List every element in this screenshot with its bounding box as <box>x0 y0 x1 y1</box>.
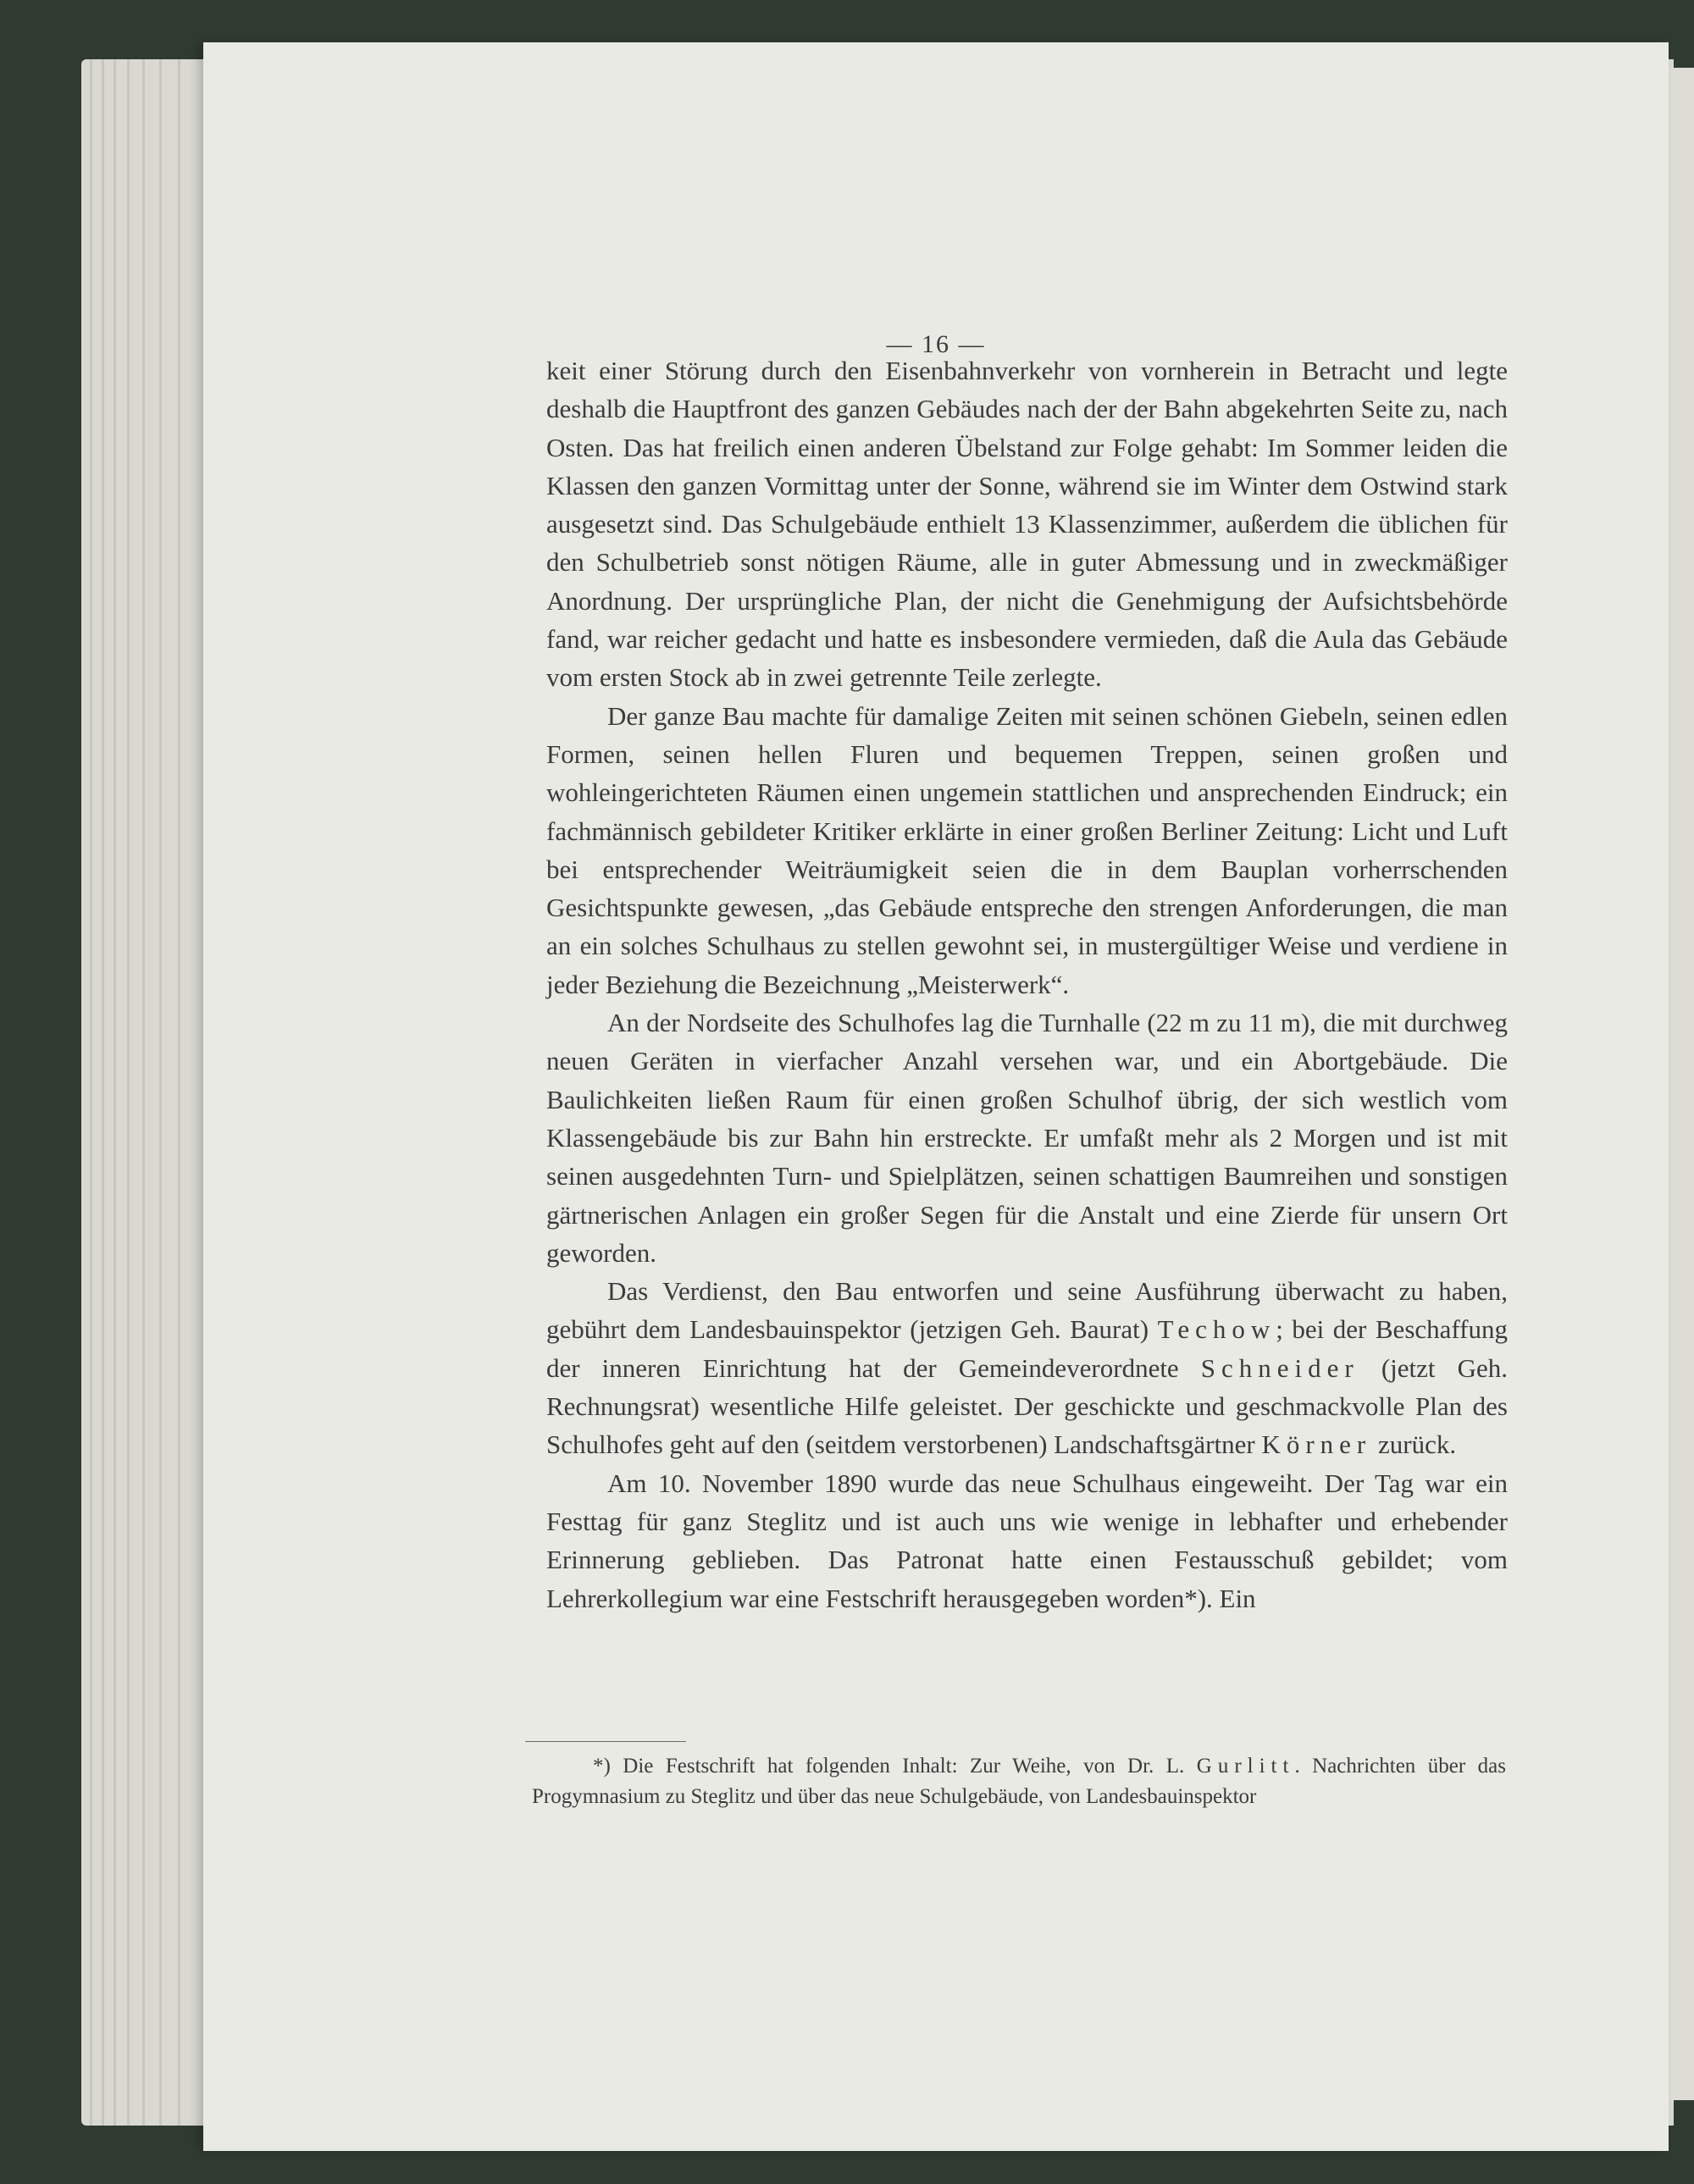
paragraph-4-text: ; bei der Beschaffung der inneren Einrichtung hat der Gemeindeverordnete <box>546 1314 1508 1383</box>
paragraph-1: keit einer Störung durch den Eisenbahnverkehr von vornherein in Betracht und legte deshalb die Hauptfront des ganzen Gebäudes nach der der Bahn abgekehrten Seite zu, nach Osten. Das hat freilich einen anderen Übelstand zur Folge gehabt: Im Sommer leiden die Klassen den ganzen Vormittag unter der Sonne, während sie im Winter dem Ostwind stark ausgesetzt sind. Das Schulgebäude enthielt 13 Klassenzimmer, außerdem die üblichen für den Schulbetrieb sonst nötigen Räume, alle in guter Abmessung und in zweckmäßiger Anordnung. Der ursprüngliche Plan, der nicht die Genehmigung der Aufsichtsbehörde fand, war reicher gedacht und hatte es insbesondere vermieden, daß die Aula das Gebäude vom ersten Stock ab in zwei getrennte Teile zerlegte. <box>546 356 1508 693</box>
footnote-text: *) Die Festschrift hat folgenden Inhalt: Zur Weihe, von Dr. L. <box>593 1755 1197 1778</box>
paragraph-2: Der ganze Bau machte für damalige Zeiten mit seinen schönen Giebeln, seinen edlen Formen, seinen hellen Fluren und bequemen Treppen, seinen großen und wohleingerichteten Räumen einen ungemein stattlichen und ansprechenden Eindruck; ein fachmännisch gebildeter Kritiker erklärte in einer großen Berliner Zeitung: Licht und Luft bei entsprechender Weiträumigkeit seien die in dem Bauplan vorherrschenden Gesichtspunkte gewesen, „das Gebäude entspreche den strengen Anforderungen, die man an ein solches Schulhaus zu stellen gewohnt sei, in mustergültiger Weise und verdiene in jeder Beziehung die Bezeichnung „Meisterwerk“. <box>546 700 1508 999</box>
footnote-text: . Nachrichten über das Progymnasium zu Steglitz und über das neue Schulgebäude, von Landesbauinspektor <box>532 1755 1506 1808</box>
page-number: — 16 — <box>886 330 986 358</box>
paragraph-4-text: (jetzt Geh. Rechnungsrat) wesentliche Hilfe geleistet. Der geschickte und geschmackvolle Plan des Schulhofes geht auf den (seitdem verstorbenen) Landschaftsgärtner <box>546 1352 1508 1460</box>
page-edge <box>90 59 92 2126</box>
page-edge <box>178 59 180 2126</box>
name-schneider: Schneider <box>1200 1352 1359 1383</box>
paragraph-4-text: zurück. <box>1371 1429 1457 1460</box>
paragraph-4 <box>546 1272 1508 1463</box>
footnote <box>532 1751 1506 1812</box>
paragraph-5: Am 10. November 1890 wurde das neue Schulhaus eingeweiht. Der Tag war ein Festtag für ganz Steglitz und ist auch uns wie wenige in lebhafter und erhebender Erinnerung geblieben. Das Patronat hatte einen Festausschuß gebildet; vom Lehrerkollegium war eine Festschrift herausgegeben worden*). Ein <box>546 1468 1508 1613</box>
page-edge <box>102 59 104 2126</box>
page-edge <box>127 59 130 2126</box>
body-text <box>546 351 1508 1617</box>
page-edge <box>142 59 145 2126</box>
page-edge <box>159 59 162 2126</box>
page-edge <box>113 59 116 2126</box>
paragraph-3: An der Nordseite des Schulhofes lag die Turnhalle (22 m zu 11 m), die mit durchweg neuen Geräten in vierfacher Anzahl versehen war, und ein Abortgebäude. Die Baulichkeiten ließen Raum für einen großen Schulhof übrig, der sich westlich vom Klassengebäude bis zur Bahn hin erstreckte. Er umfaßt mehr als 2 Morgen und ist mit seinen ausgedehnten Turn- und Spielplätzen, seinen schattigen Baumreihen und sonstigen gärtnerischen Anlagen ein großer Segen für die Anstalt und eine Zierde für unsern Ort geworden. <box>546 1008 1508 1268</box>
name-techow: Techow <box>1157 1314 1276 1345</box>
name-koerner: Körner <box>1261 1429 1372 1460</box>
name-gurlitt: Gurlitt <box>1196 1755 1295 1778</box>
paragraph-4-text: Das Verdienst, den Bau entworfen und seine Ausführung überwacht zu haben, gebührt dem Landesbauinspektor (jetzigen Geh. Baurat) <box>546 1276 1508 1345</box>
footnote-divider <box>525 1741 686 1742</box>
